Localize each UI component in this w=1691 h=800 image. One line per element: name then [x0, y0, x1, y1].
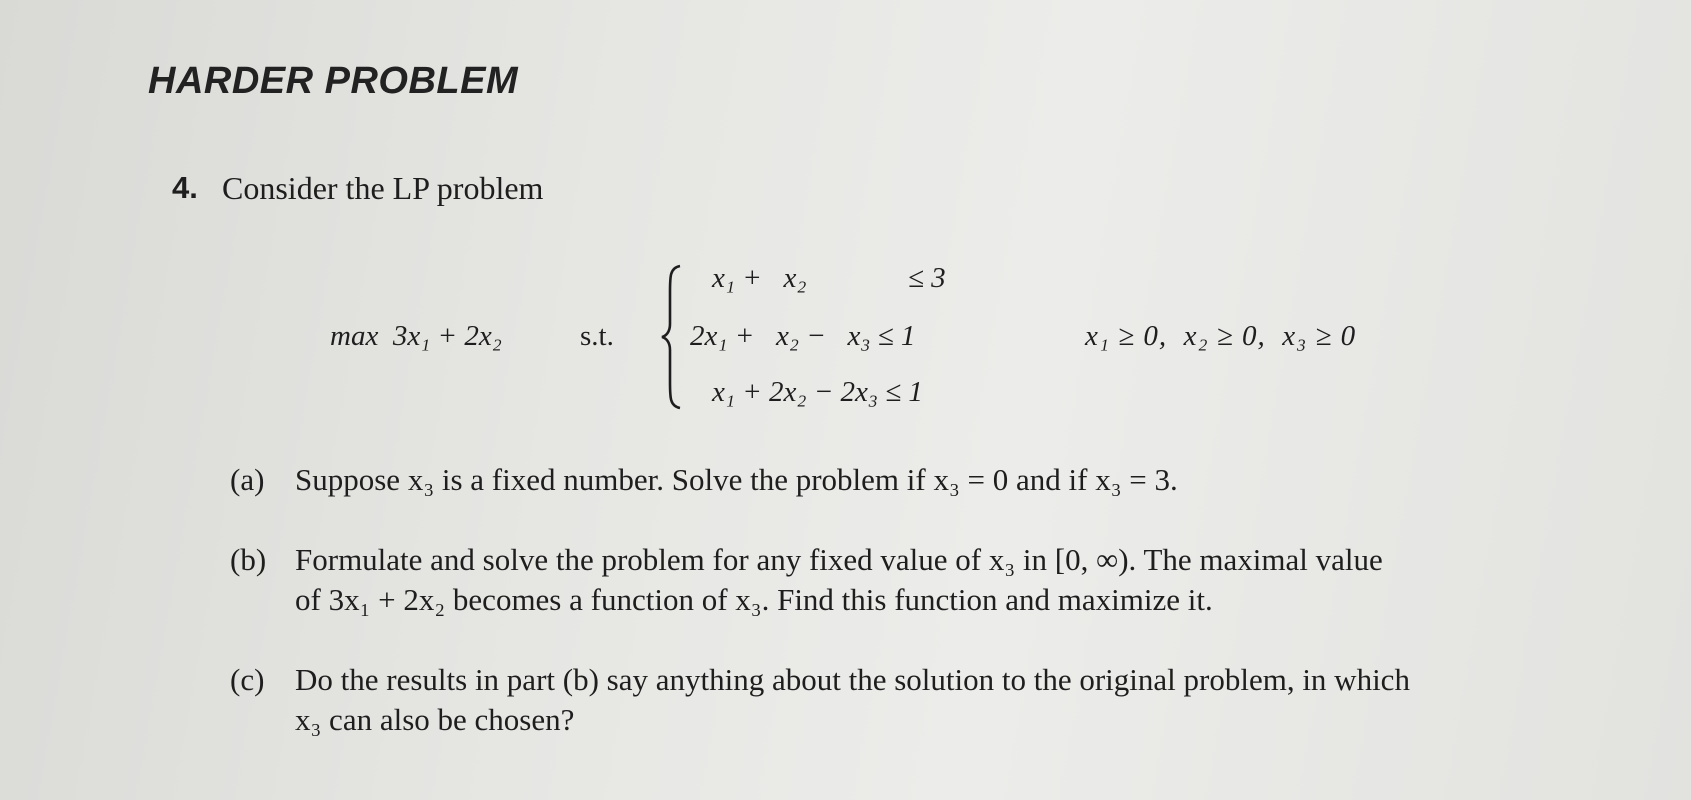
- constraint-brace: [660, 262, 684, 412]
- part-c-label: (c): [230, 662, 265, 697]
- part-a-line-1: Suppose x₃ is a fixed number. Solve the problem if x₃ = 0 and if x₃ = 3.: [295, 462, 1178, 497]
- part-c-text: [295, 660, 1595, 740]
- lp-objective: max 3x₁ + 2x₂: [330, 320, 502, 352]
- nonnegativity-constraints: x₁ ≥ 0, x₂ ≥ 0, x₃ ≥ 0: [1085, 320, 1357, 352]
- part-c-line-2: x₃ can also be chosen?: [295, 702, 575, 737]
- constraint-row-2: 2x₁ + x₂ − x₃ ≤ 1: [690, 320, 916, 352]
- part-b-text: [295, 540, 1595, 620]
- part-c-line-1: Do the results in part (b) say anything about the solution to the original problem, in which: [295, 662, 1410, 697]
- part-a-label: (a): [230, 462, 265, 497]
- constraint-row-1: x₁ + x₂ ≤ 3: [712, 262, 946, 294]
- section-heading: HARDER PROBLEM: [148, 60, 519, 102]
- part-a-text: [295, 460, 1595, 500]
- problem-intro: Consider the LP problem: [222, 170, 544, 206]
- part-b-line-2: of 3x₁ + 2x₂ becomes a function of x₃. Find this function and maximize it.: [295, 582, 1213, 617]
- part-b-label: (b): [230, 542, 267, 577]
- lp-subject-to: s.t.: [580, 320, 614, 352]
- constraint-row-3: x₁ + 2x₂ − 2x₃ ≤ 1: [712, 376, 923, 408]
- part-b-line-1: Formulate and solve the problem for any fixed value of x₃ in [0, ∞). The maximal value: [295, 542, 1383, 577]
- problem-number: 4.: [172, 170, 198, 205]
